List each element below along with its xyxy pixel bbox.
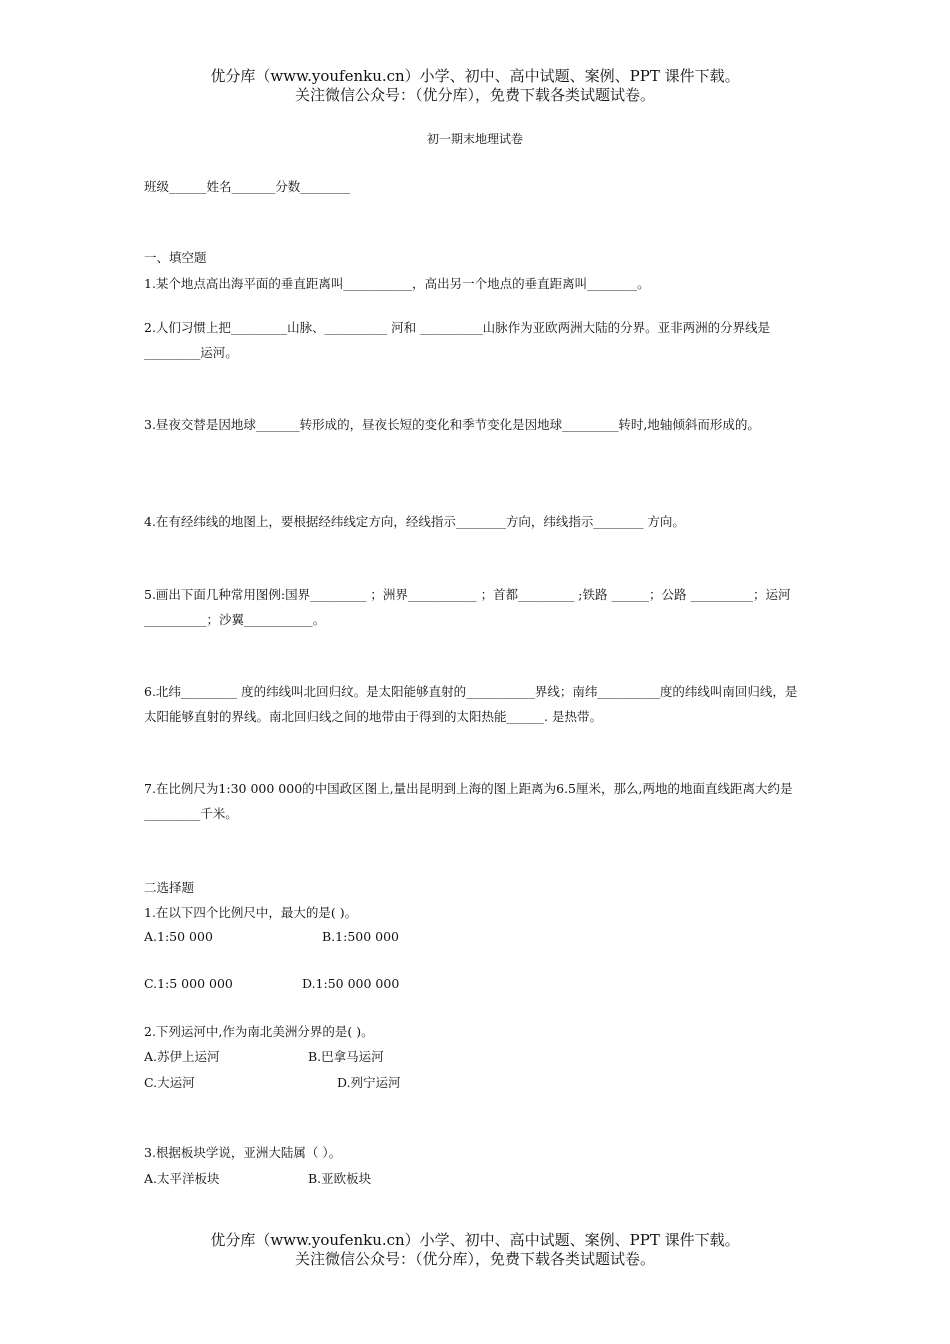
choice-question-1-option-d: D.1:50 000 000 — [302, 976, 400, 991]
fill-question-2: 2.人们习惯上把_________山脉、__________ 河和 __________山脉作为亚欧两洲大陆的分界。亚非两洲的分界线是_________运河。 — [144, 320, 771, 360]
choice-question-1-option-c: C.1:5 000 000 — [144, 976, 233, 991]
fill-question-4: 4.在有经纬线的地图上，要根据经纬线定方向，经线指示________方向，纬线指示________ 方向。 — [144, 514, 685, 529]
header-banner-line-2: 关注微信公众号：（优分库），免费下载各类试题试卷。 — [294, 86, 655, 104]
student-info-line: 班级______姓名_______分数________ — [144, 179, 351, 194]
fill-question-1: 1.某个地点高出海平面的垂直距离叫___________，高出另一个地点的垂直距离叫________。 — [144, 276, 650, 291]
choice-question-2-stem: 2.下列运河中,作为南北美洲分界的是( )。 — [144, 1024, 374, 1039]
footer-banner-line-2: 关注微信公众号：（优分库），免费下载各类试题试卷。 — [294, 1250, 655, 1268]
choice-question-2-option-b: B.巴拿马运河 — [308, 1049, 384, 1064]
choice-question-3-option-b: B.亚欧板块 — [308, 1171, 372, 1186]
choice-question-2-option-d: D.列宁运河 — [337, 1075, 401, 1090]
section-1-heading: 一、填空题 — [144, 250, 207, 265]
choice-question-2-option-a: A.苏伊上运河 — [144, 1049, 220, 1064]
fill-question-6: 6.北纬_________ 度的纬线叫北回归纹。是太阳能够直射的___________界线；南纬__________度的纬线叫南回归线，是太阳能够直射的界线。南北回归线之间的地带由于得到的太阳热能______. 是热带。 — [144, 684, 798, 724]
fill-question-3: 3.昼夜交替是因地球_______转形成的，昼夜长短的变化和季节变化是因地球_________转时,地轴倾斜而形成的。 — [144, 417, 760, 432]
choice-question-3-option-a: A.太平洋板块 — [144, 1171, 220, 1186]
choice-question-1-stem: 1.在以下四个比例尺中，最大的是( )。 — [144, 905, 358, 920]
section-2-heading: 二选择题 — [144, 880, 195, 895]
choice-question-3-stem: 3.根据板块学说，亚洲大陆属（ ）。 — [144, 1145, 342, 1160]
header-banner-line-1: 优分库（www.youfenku.cn）小学、初中、高中试题、案例、PPT 课件下载。 — [210, 67, 740, 85]
footer-banner-line-1: 优分库（www.youfenku.cn）小学、初中、高中试题、案例、PPT 课件下载。 — [210, 1231, 740, 1249]
choice-question-2-option-c: C.大运河 — [144, 1075, 195, 1090]
choice-question-1-option-b: B.1:500 000 — [322, 929, 400, 944]
choice-question-1-option-a: A.1:50 000 — [144, 929, 213, 944]
page-title: 初一期末地理试卷 — [426, 132, 523, 146]
fill-question-7: 7.在比例尺为1:30 000 000的中国政区图上,量出昆明到上海的图上距离为6.5厘米，那么,两地的地面直线距离大约是_________千米。 — [144, 781, 793, 821]
fill-question-5: 5.画出下面几种常用图例:国界_________ ；洲界___________ ；首都_________ ;铁路 ______；公路 __________；运河 __________；沙翼___________。 — [144, 587, 791, 627]
